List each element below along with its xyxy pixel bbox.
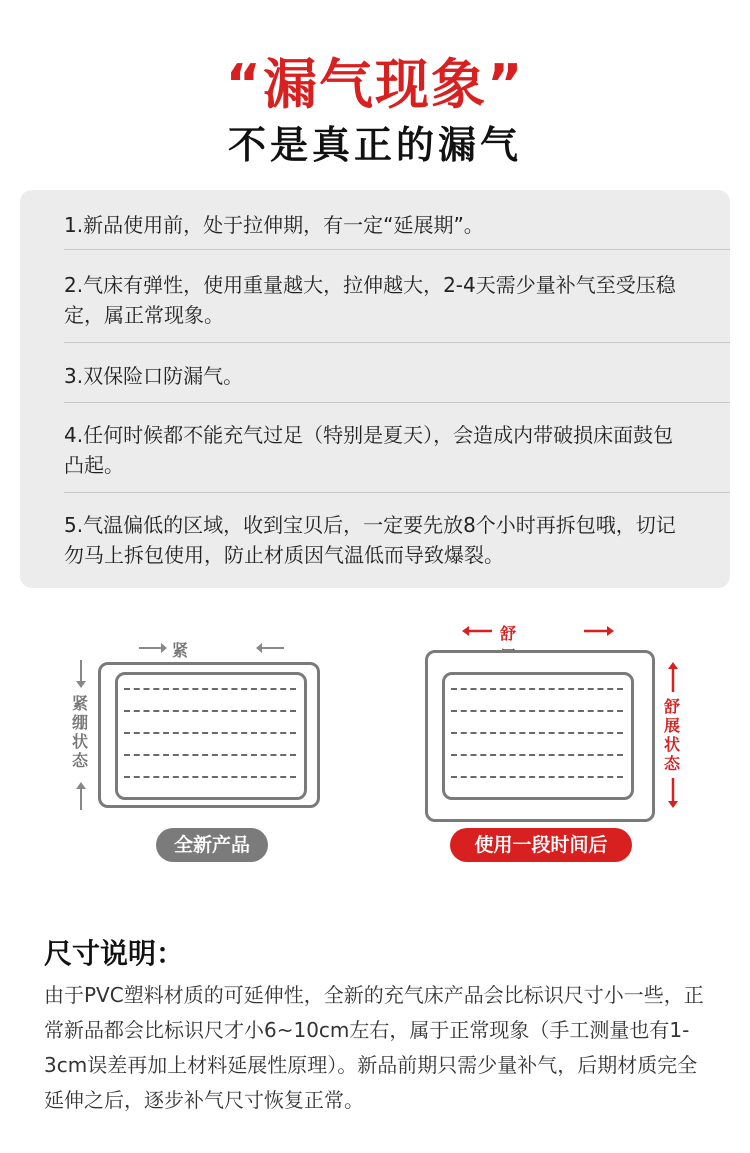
- stretch-label-top: 舒: [500, 624, 517, 643]
- tight-label-side: 紧绷状态: [72, 694, 89, 770]
- note-5: 5.气温偏低的区域，收到宝贝后，一定要先放8个小时再拆包哦，切记勿马上拆包使用，防止材质因气温低而导致爆裂。: [64, 513, 676, 567]
- seam-line: [124, 754, 296, 756]
- seam-line: [451, 754, 623, 756]
- seam-line: [451, 710, 623, 712]
- size-section-title: 尺寸说明：: [44, 937, 185, 970]
- title-red: “漏气现象”: [225, 53, 525, 116]
- seam-line: [124, 688, 296, 690]
- stretch-label-side: 舒展状态: [664, 697, 681, 773]
- seam-line: [451, 776, 623, 778]
- divider: [64, 249, 730, 250]
- divider: [64, 492, 730, 493]
- seam-line: [124, 776, 296, 778]
- arrow-up-icon: [665, 662, 681, 692]
- note-3: 3.双保险口防漏气。: [64, 364, 244, 388]
- arrow-left-icon: [462, 623, 494, 639]
- note-2: 2.气床有弹性，使用重量越大，拉伸越大，2-4天需少量补气至受压稳定，属正常现象。: [64, 273, 676, 327]
- divider: [64, 402, 730, 403]
- arrow-left-icon: [256, 640, 286, 656]
- arrow-right-icon: [582, 623, 614, 639]
- title-black: 不是真正的漏气: [227, 123, 522, 167]
- notes-panel: [20, 190, 730, 588]
- mattress-inner: [442, 672, 634, 800]
- arrow-down-icon: [73, 660, 89, 688]
- arrow-right-icon: [137, 640, 167, 656]
- seam-line: [451, 732, 623, 734]
- badge-after-use: 使用一段时间后: [450, 828, 632, 862]
- mattress-inner: [115, 672, 307, 800]
- note-1: 1.新品使用前，处于拉伸期，有一定“延展期”。: [64, 213, 484, 237]
- arrow-up-icon: [73, 782, 89, 810]
- seam-line: [451, 688, 623, 690]
- arrow-down-icon: [665, 778, 681, 808]
- tight-label-top: 紧: [172, 641, 189, 660]
- size-section-body: 由于PVC塑料材质的可延伸性，全新的充气床产品会比标识尺寸小一些，正常新品都会比标识尺才小6~10cm左右，属于正常现象（手工测量也有1-3cm误差再加上材料延展性原理）。新品前期只需少量补气，后期材质完全延伸之后，逐步补气尺寸恢复正常。: [44, 983, 704, 1112]
- note-4: 4.任何时候都不能充气过足（特别是夏天），会造成内带破损床面鼓包凸起。: [64, 423, 674, 477]
- seam-line: [124, 710, 296, 712]
- badge-new-product: 全新产品: [156, 828, 268, 862]
- seam-line: [124, 732, 296, 734]
- divider: [64, 342, 730, 343]
